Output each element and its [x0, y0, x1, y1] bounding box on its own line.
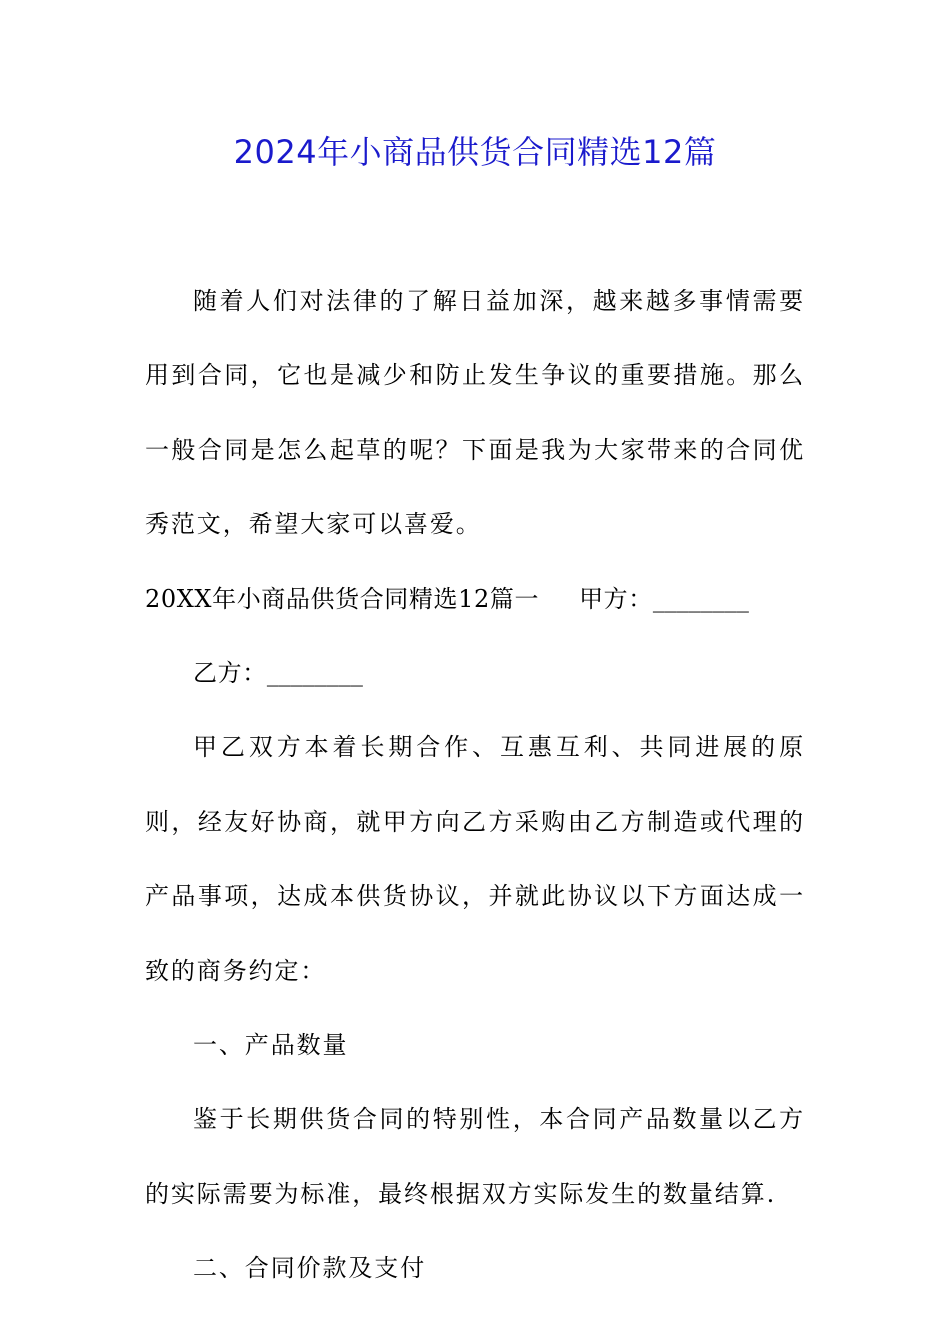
document-body	[145, 264, 805, 1306]
party-b-label: 乙方：	[193, 659, 267, 688]
clause2-heading: 二、合同价款及支付	[193, 1254, 427, 1283]
party-b-blank: ________	[266, 659, 363, 688]
document-title: 2024年小商品供货合同精选12篇	[233, 133, 717, 171]
section-heading: 20XX年小商品供货合同精选12篇一	[145, 584, 540, 613]
party-b-line	[145, 636, 805, 710]
clause1-heading: 一、产品数量	[193, 1031, 349, 1060]
section-heading-line	[145, 562, 805, 636]
party-a-blank: ________	[652, 584, 749, 613]
clause1-paragraph: 鉴于长期供货合同的特别性，本合同产品数量以乙方的实际需要为标准，最终根据双方实际发生的数量结算.	[145, 1105, 805, 1208]
party-a-label: 甲方：	[579, 584, 653, 613]
intro-paragraph: 随着人们对法律的了解日益加深，越来越多事情需要用到合同，它也是减少和防止发生争议的重要措施。那么一般合同是怎么起草的呢？下面是我为大家带来的合同优秀范文，希望大家可以喜爱。	[145, 287, 805, 539]
preamble-paragraph: 甲乙双方本着长期合作、互惠互利、共同进展的原则，经友好协商，就甲方向乙方采购由乙方制造或代理的产品事项，达成本供货协议，并就此协议以下方面达成一致的商务约定：	[145, 733, 805, 985]
